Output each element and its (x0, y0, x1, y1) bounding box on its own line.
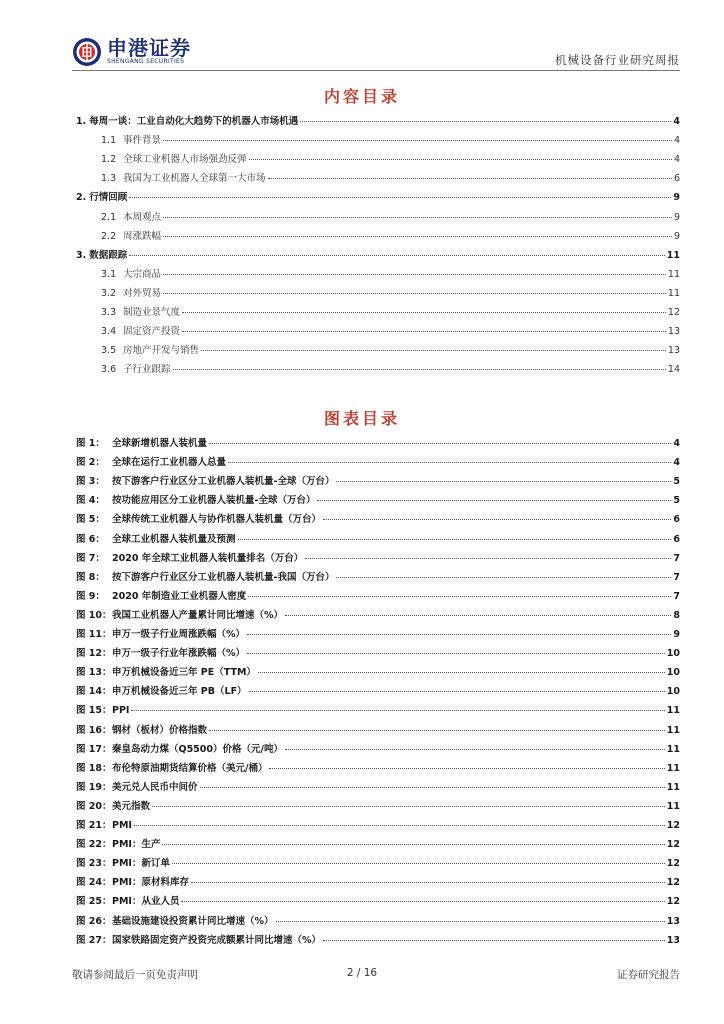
figure-entry[interactable] (76, 877, 680, 889)
entry-label (76, 686, 247, 698)
dot-leader (163, 140, 672, 141)
entry-text: PMI：生产 (112, 839, 161, 851)
figure-entry[interactable] (76, 476, 680, 488)
figure-entry[interactable] (76, 610, 680, 622)
entry-number: 图 16： (76, 724, 112, 736)
dot-leader (317, 500, 671, 501)
dot-leader (285, 749, 665, 750)
toc-entry[interactable] (101, 154, 680, 166)
entry-page-number: 12 (666, 839, 680, 851)
entry-label (76, 877, 189, 889)
entry-number: 图 20： (76, 800, 112, 812)
entry-number: 图 3： (76, 476, 105, 488)
entry-text: 我国为工业机器人全球第一大市场 (123, 173, 266, 185)
entry-text: 事件背景 (123, 135, 162, 147)
entry-label (101, 326, 180, 338)
toc-entry[interactable] (101, 212, 680, 224)
figure-entry[interactable] (76, 514, 680, 526)
dot-leader (163, 217, 672, 218)
entry-text: 大宗商品 (123, 268, 162, 280)
entry-number: 图 24： (76, 877, 112, 889)
entry-page-number: 4 (673, 135, 680, 147)
toc-entry[interactable] (76, 192, 680, 204)
entry-number: 2. (76, 192, 87, 204)
figure-entry[interactable] (76, 686, 680, 698)
entry-number: 图 10： (76, 609, 112, 621)
entry-label (76, 476, 334, 488)
entry-page-number: 8 (673, 609, 680, 621)
entry-text: 对外贸易 (123, 287, 162, 299)
entry-page-number: 11 (667, 287, 680, 299)
dot-leader (323, 940, 665, 941)
dot-leader (249, 691, 665, 692)
report-type: 机械设备行业研究周报 (555, 53, 680, 67)
toc-entry[interactable] (101, 231, 680, 243)
entry-label (76, 629, 245, 641)
entry-label (76, 610, 283, 622)
entry-number: 3.4 (101, 326, 117, 338)
dot-leader (258, 672, 665, 673)
entry-text: 按功能应用区分工业机器人装机量-全球（万台） (112, 495, 316, 507)
entry-page-number: 13 (666, 915, 680, 927)
entry-number: 图 4： (76, 495, 105, 507)
entry-page-number: 11 (666, 800, 680, 812)
entry-page-number: 11 (666, 724, 680, 736)
entry-page-number: 4 (673, 116, 680, 127)
entry-number: 图 25： (76, 896, 112, 908)
toc-entry[interactable] (76, 250, 680, 262)
dot-leader (305, 558, 671, 559)
figure-entry[interactable] (76, 572, 680, 584)
entry-label (76, 438, 207, 450)
entry-number: 1.3 (101, 173, 117, 185)
entry-page-number: 11 (666, 705, 680, 717)
entry-text: 申万一级子行业周涨跌幅（%） (112, 629, 246, 640)
entry-text: PMI：新订单 (112, 858, 170, 870)
entry-page-number: 5 (673, 476, 680, 488)
entry-number: 3.6 (101, 364, 117, 376)
entry-number: 图 12： (76, 648, 112, 660)
figures-title: 图表目录 (323, 409, 400, 428)
entry-label (76, 250, 127, 262)
dot-leader (268, 178, 672, 179)
figure-entry[interactable] (76, 896, 680, 908)
entry-page-number: 7 (673, 590, 680, 602)
entry-number: 图 2： (76, 457, 105, 469)
footer-doc-type: 证券研究报告 (617, 969, 680, 981)
dot-leader (131, 710, 664, 711)
dot-leader (152, 806, 665, 807)
figure-entry[interactable] (76, 457, 680, 469)
dot-leader (182, 312, 666, 313)
entry-text: 国家铁路固定资产投资完成额累计同比增速（%） (112, 934, 322, 946)
dot-leader (182, 331, 666, 332)
entry-label (76, 591, 246, 603)
dot-leader (163, 236, 672, 237)
entry-label (76, 495, 315, 507)
entry-page-number: 13 (666, 934, 680, 946)
entry-label (76, 116, 298, 128)
dot-leader (172, 863, 665, 864)
entry-text: 基础设施建设投资累计同比增速（%） (112, 915, 274, 927)
dot-leader (209, 443, 671, 444)
entry-text: 房地产开发与销售 (123, 345, 200, 357)
entry-label (101, 307, 180, 319)
entry-page-number: 12 (666, 896, 680, 908)
entry-page-number: 11 (666, 249, 680, 261)
entry-text: 制造业景气度 (123, 307, 181, 318)
entry-label (76, 725, 207, 737)
entry-label (101, 154, 247, 166)
entry-label (101, 135, 161, 147)
entry-page-number: 11 (666, 762, 680, 774)
dot-leader (276, 921, 665, 922)
entry-number: 图 15： (76, 705, 112, 717)
entry-number: 图 22： (76, 839, 112, 851)
entry-number: 图 17： (76, 743, 112, 755)
entry-text: PMI (112, 820, 132, 831)
entry-text: 秦皇岛动力煤（Q5500）价格（元/吨） (112, 743, 283, 755)
entry-text: 申万机械设备近三年 PE（TTM） (112, 667, 256, 679)
entry-number: 2.1 (101, 211, 117, 223)
entry-number: 1.2 (101, 154, 117, 166)
entry-text: 全球工业机器人市场强劲反弹 (123, 154, 247, 166)
dot-leader (163, 293, 666, 294)
figure-entry[interactable] (76, 782, 680, 794)
entry-label (76, 705, 129, 717)
dot-leader (336, 577, 671, 578)
entry-number: 图 14： (76, 686, 112, 698)
entry-text: 固定资产投资 (123, 326, 181, 338)
dot-leader (129, 255, 665, 256)
entry-text: 申万一级子行业年涨跌幅（%） (112, 648, 246, 660)
entry-page-number: 9 (673, 629, 680, 640)
figure-entry[interactable] (76, 858, 680, 870)
dot-leader (300, 121, 671, 122)
entry-label (101, 288, 161, 300)
entry-text: 申万机械设备近三年 PB（LF） (112, 686, 247, 698)
entry-text: 美元指数 (112, 800, 151, 812)
entry-text: 布伦特原油期货结算价格（美元/桶） (112, 762, 268, 774)
entry-number: 图 5： (76, 514, 105, 526)
entry-page-number: 11 (666, 743, 680, 755)
entry-label (101, 173, 266, 185)
entry-text: 按下游客户行业区分工业机器人装机量-我国（万台） (112, 571, 335, 583)
entry-text: 美元兑人民币中间价 (112, 781, 198, 793)
entry-text: 全球传统工业机器人与协作机器人装机量（万台） (112, 514, 322, 526)
logo-name-cn: 申港证券 (107, 36, 191, 60)
entry-page-number: 13 (667, 326, 680, 338)
entry-page-number: 11 (667, 268, 680, 280)
figure-entry[interactable] (76, 648, 680, 660)
dot-leader (238, 539, 672, 540)
entry-page-number: 7 (673, 571, 680, 583)
entry-page-number: 11 (666, 781, 680, 793)
toc-title: 内容目录 (323, 87, 400, 106)
entry-text: 全球在运行工业机器人总量 (112, 457, 227, 469)
figure-entry[interactable] (76, 534, 680, 546)
page-header (0, 0, 724, 76)
footer-page-number: 2 / 16 (346, 967, 378, 979)
entry-label (76, 744, 283, 756)
dot-leader (269, 768, 664, 769)
entry-page-number: 4 (673, 154, 680, 166)
entry-label (76, 514, 321, 526)
dot-leader (134, 825, 665, 826)
figure-entry[interactable] (76, 744, 680, 756)
figure-entry[interactable] (76, 553, 680, 565)
entry-number: 图 23： (76, 858, 112, 870)
entry-text: 周涨跌幅 (123, 230, 162, 242)
entry-text: 钢材（板材）价格指数 (112, 724, 208, 736)
entry-number: 图 6： (76, 533, 105, 545)
entry-number: 图 19： (76, 781, 112, 793)
logo-name-en: SHENGANG SECURITIES (107, 58, 185, 65)
dot-leader (162, 844, 664, 845)
entry-text: 全球工业机器人装机量及预测 (112, 533, 236, 545)
entry-page-number: 9 (673, 192, 680, 204)
entry-page-number: 7 (673, 552, 680, 564)
entry-label (101, 364, 171, 376)
entry-page-number: 9 (673, 211, 680, 223)
entry-label (76, 457, 226, 469)
entry-page-number: 4 (673, 457, 680, 469)
toc-entry[interactable] (101, 288, 680, 300)
entry-text: 全球新增机器人装机量 (112, 438, 208, 449)
dot-leader (323, 519, 671, 520)
dot-leader (209, 730, 665, 731)
entry-label (76, 648, 245, 660)
entry-number: 图 11： (76, 629, 112, 640)
dot-leader (173, 369, 666, 370)
entry-text: PPI (112, 705, 130, 717)
header-divider (72, 70, 680, 71)
entry-number: 图 13： (76, 667, 112, 679)
entry-page-number: 13 (667, 345, 680, 357)
entry-text: 数据跟踪 (89, 249, 128, 261)
entry-number: 图 9： (76, 590, 105, 602)
entry-label (101, 345, 199, 357)
dot-leader (201, 350, 666, 351)
entry-page-number: 10 (666, 686, 680, 698)
logo-emblem-icon (72, 37, 102, 67)
dot-leader (191, 882, 665, 883)
entry-text: 按下游客户行业区分工业机器人装机量-全球（万台） (112, 476, 335, 488)
figure-entry[interactable] (76, 629, 680, 641)
entry-label (76, 858, 170, 870)
entry-text: 2020 年制造业工业机器人密度 (112, 590, 247, 602)
figure-entry[interactable] (76, 820, 680, 832)
figure-entry[interactable] (76, 438, 680, 450)
toc-entry[interactable] (101, 173, 680, 185)
entry-page-number: 6 (673, 533, 680, 545)
entry-label (76, 534, 236, 546)
entry-page-number: 4 (673, 438, 680, 449)
dot-leader (285, 615, 671, 616)
entry-number: 3.5 (101, 345, 117, 357)
entry-label (76, 820, 132, 832)
figure-entry[interactable] (76, 935, 680, 947)
entry-number: 3.1 (101, 268, 117, 280)
dot-leader (228, 462, 671, 463)
figure-entry[interactable] (76, 916, 680, 928)
toc-entry[interactable] (76, 116, 680, 128)
entry-label (101, 231, 161, 243)
entry-page-number: 12 (666, 858, 680, 870)
dot-leader (247, 653, 665, 654)
entry-label (76, 667, 256, 679)
entry-label (76, 553, 303, 565)
dot-leader (181, 901, 664, 902)
entry-label (76, 916, 274, 928)
dot-leader (129, 197, 671, 198)
entry-number: 图 7： (76, 552, 105, 564)
toc-entry[interactable] (101, 326, 680, 338)
figure-entry[interactable] (76, 591, 680, 603)
dot-leader (200, 787, 665, 788)
entry-text: PMI：从业人员 (112, 896, 180, 908)
entry-page-number: 12 (666, 820, 680, 831)
entry-text: 每周一谈：工业自动化大趋势下的机器人市场机遇 (89, 116, 299, 127)
entry-page-number: 12 (666, 877, 680, 889)
figure-entry[interactable] (76, 667, 680, 679)
figure-entry[interactable] (76, 495, 680, 507)
entry-label (76, 763, 267, 775)
entry-page-number: 10 (666, 667, 680, 679)
entry-text: 我国工业机器人产量累计同比增速（%） (112, 609, 284, 621)
entry-page-number: 6 (673, 514, 680, 526)
entry-page-number: 9 (673, 230, 680, 242)
entry-text: 子行业跟踪 (123, 364, 171, 376)
entry-number: 图 27： (76, 934, 112, 946)
figure-entry[interactable] (76, 801, 680, 813)
company-logo (72, 37, 191, 67)
entry-number: 3.2 (101, 287, 117, 299)
entry-label (101, 269, 161, 281)
entry-label (76, 896, 179, 908)
entry-number: 2.2 (101, 230, 117, 242)
entry-label (76, 782, 198, 794)
entry-number: 1.1 (101, 135, 117, 147)
dot-leader (336, 481, 671, 482)
entry-text: 行情回顾 (89, 192, 128, 204)
entry-text: 本周观点 (123, 211, 162, 223)
entry-page-number: 6 (673, 173, 680, 185)
entry-page-number: 5 (673, 495, 680, 507)
dot-leader (248, 596, 671, 597)
entry-number: 图 26： (76, 915, 112, 927)
entry-label (76, 935, 321, 947)
dot-leader (163, 274, 666, 275)
entry-label (76, 839, 160, 851)
dot-leader (247, 634, 671, 635)
toc-entry[interactable] (101, 345, 680, 357)
entry-number: 图 21： (76, 820, 112, 831)
entry-text: 2020 年全球工业机器人装机量排名（万台） (112, 552, 304, 564)
footer-disclaimer: 敬请参阅最后一页免责声明 (72, 969, 198, 981)
entry-label (101, 212, 161, 224)
figure-entry[interactable] (76, 725, 680, 737)
figure-entry[interactable] (76, 705, 680, 717)
entry-label (76, 801, 150, 813)
entry-number: 3. (76, 249, 87, 261)
entry-number: 3.3 (101, 307, 117, 318)
entry-number: 图 18： (76, 762, 112, 774)
entry-number: 1. (76, 116, 87, 127)
toc-entry[interactable] (101, 307, 680, 319)
entry-label (76, 572, 334, 584)
entry-page-number: 12 (667, 307, 680, 318)
toc-entry[interactable] (101, 135, 680, 147)
figure-entry[interactable] (76, 763, 680, 775)
entry-number: 图 8： (76, 571, 105, 583)
dot-leader (249, 159, 672, 160)
toc-entry[interactable] (101, 269, 680, 281)
figure-entry[interactable] (76, 839, 680, 851)
entry-text: PMI：原材料库存 (112, 877, 189, 889)
toc-entry[interactable] (101, 364, 680, 376)
entry-page-number: 10 (666, 648, 680, 660)
entry-label (76, 192, 127, 204)
entry-number: 图 1： (76, 438, 105, 449)
entry-page-number: 14 (667, 364, 680, 376)
